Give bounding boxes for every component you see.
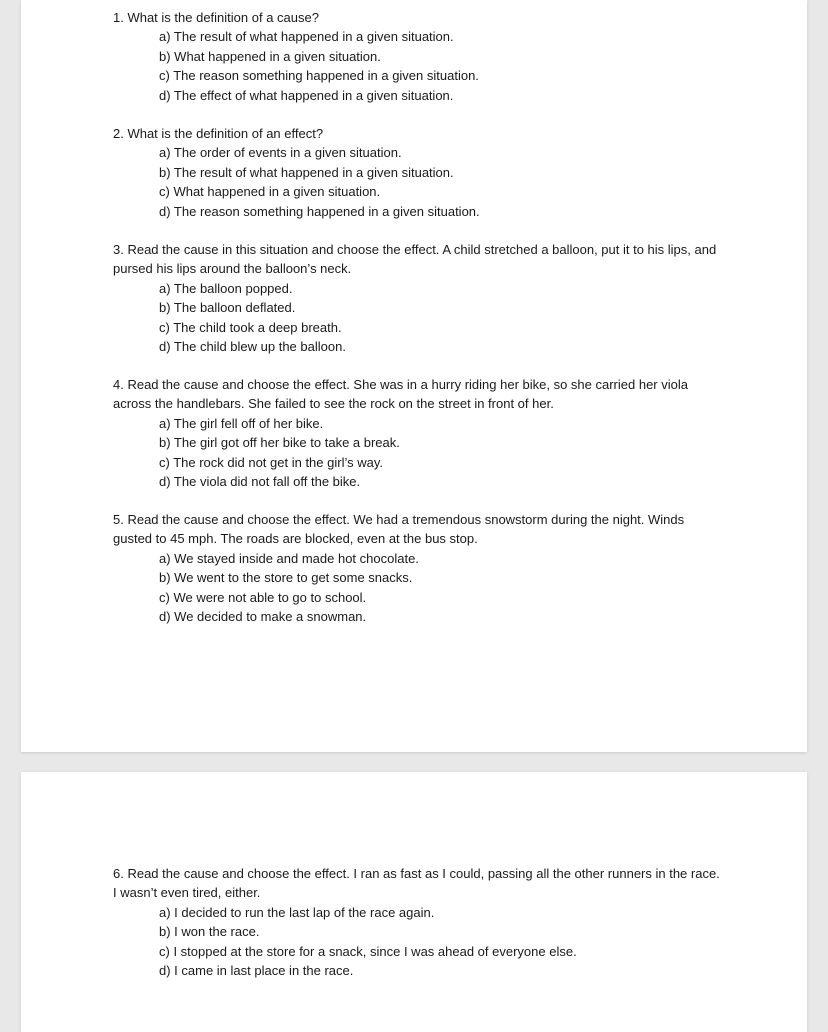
- question-6: [113, 864, 723, 980]
- question-2: [113, 124, 723, 221]
- worksheet-page-2: [21, 772, 807, 1032]
- question-5: [113, 510, 723, 626]
- option-a: a) I decided to run the last lap of the race again.: [159, 904, 435, 920]
- option-c: c) What happened in a given situation.: [159, 184, 381, 200]
- question-text: 5. Read the cause and choose the effect. We had a tremendous snowstorm during the night. Winds gusted to 45 mph. The roads are blocked, even at the bus stop.: [113, 512, 685, 547]
- option-b: b) We went to the store to get some snacks.: [159, 570, 413, 586]
- answer-options: [113, 27, 723, 105]
- option-b: b) I won the race.: [159, 924, 260, 940]
- option-d: d) The child blew up the balloon.: [159, 339, 346, 355]
- worksheet-page-1: [21, 0, 807, 752]
- option-c: c) We were not able to go to school.: [159, 589, 367, 605]
- option-c: c) I stopped at the store for a snack, since I was ahead of everyone else.: [159, 943, 577, 959]
- question-text: 6. Read the cause and choose the effect. I ran as fast as I could, passing all the other runners in the race. I wasn’t even tired, either.: [113, 866, 720, 901]
- answer-options: [113, 279, 723, 357]
- option-a: a) We stayed inside and made hot chocolate.: [159, 550, 419, 566]
- option-d: d) We decided to make a snowman.: [159, 609, 367, 625]
- option-b: b) The balloon deflated.: [159, 300, 296, 316]
- option-d: d) The effect of what happened in a given situation.: [159, 87, 454, 103]
- question-4: [113, 375, 723, 491]
- option-d: d) The viola did not fall off the bike.: [159, 474, 361, 490]
- option-b: b) The result of what happened in a given situation.: [159, 164, 454, 180]
- answer-options: [113, 549, 723, 627]
- option-d: d) I came in last place in the race.: [159, 963, 354, 979]
- option-a: a) The result of what happened in a given situation.: [159, 29, 454, 45]
- question-text: 2. What is the definition of an effect?: [113, 126, 324, 141]
- option-a: a) The balloon popped.: [159, 280, 293, 296]
- option-a: a) The order of events in a given situation.: [159, 145, 402, 161]
- answer-options: [113, 143, 723, 221]
- option-b: b) The girl got off her bike to take a break.: [159, 435, 400, 451]
- answer-options: [113, 414, 723, 492]
- option-d: d) The reason something happened in a given situation.: [159, 203, 480, 219]
- question-3: [113, 240, 723, 356]
- option-b: b) What happened in a given situation.: [159, 48, 381, 64]
- option-c: c) The rock did not get in the girl’s way.: [159, 454, 383, 470]
- option-c: c) The reason something happened in a given situation.: [159, 68, 479, 84]
- question-text: 1. What is the definition of a cause?: [113, 10, 319, 25]
- option-c: c) The child took a deep breath.: [159, 319, 342, 335]
- question-text: 3. Read the cause in this situation and choose the effect. A child stretched a balloon, put it to his lips, and pursed his lips around the balloon’s neck.: [113, 242, 717, 277]
- question-1: [113, 8, 723, 105]
- question-text: 4. Read the cause and choose the effect. She was in a hurry riding her bike, so she carried her viola across the handlebars. She failed to see the rock on the street in front of her.: [113, 377, 688, 412]
- answer-options: [113, 903, 723, 981]
- option-a: a) The girl fell off of her bike.: [159, 415, 324, 431]
